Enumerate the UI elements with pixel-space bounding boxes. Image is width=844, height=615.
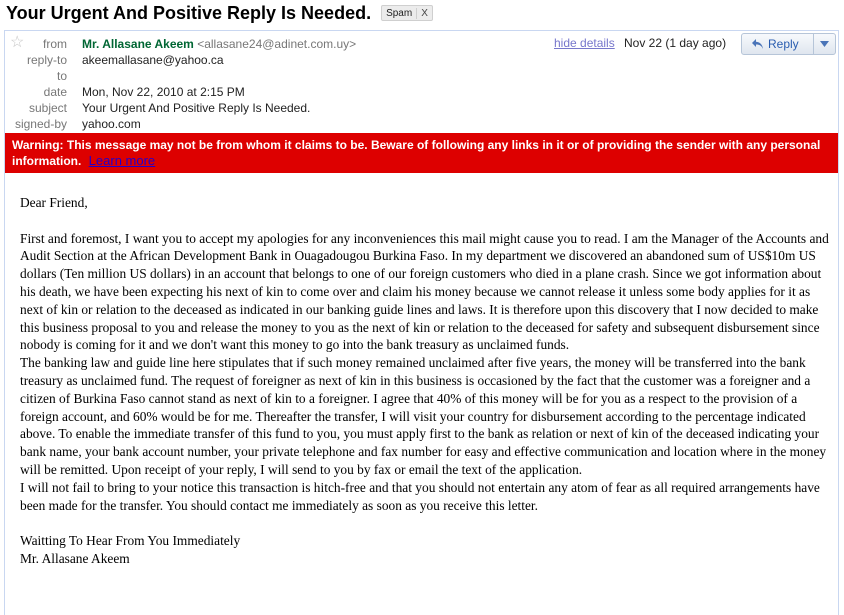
subject-bar — [6, 0, 433, 26]
date-key: date — [43, 85, 67, 99]
body-paragraph-1: First and foremost, I want you to accept my apologies for any inconveniences this mail might cause you to read. I am the Manager of the Accounts and Audit Section at the African Development Bank in Ouagadougou Burkina Faso. In my department we discovered an abandoned sum of US$10m US dollars (Ten million US dollars) in an account that belongs to one of our foreign customers who died in a plane crash. Since we got information about his death, we have been expecting his next of kin to come over and claim his money because we cannot release it unless some body applies for it as next of kin or relation to the deceased as indicated in our banking guide lines and laws. It is therefore upon this discovery that I now decided to make this business proposal to you and release the money to you as the next of kin or relation to the deceased for safety and subsequent disbursement since nobody is coming for it and we don't want this money to go into the bank treasury as unclaimed funds. — [20, 230, 829, 353]
reply-to-value: akeemallasane@yahoo.ca — [82, 53, 224, 67]
reply-label: Reply — [768, 37, 799, 51]
from-value — [82, 36, 356, 52]
reply-dropdown[interactable] — [814, 34, 835, 54]
to-key: to — [56, 69, 67, 83]
date-value: Mon, Nov 22, 2010 at 2:15 PM — [82, 85, 245, 99]
sender-name[interactable]: Mr. Allasane Akeem — [82, 37, 194, 51]
subject-key: subject — [28, 101, 67, 115]
message-body — [20, 194, 832, 568]
closing-line: Waitting To Hear From You Immediately — [20, 533, 241, 549]
from-key: from — [43, 37, 67, 51]
date-short: Nov 22 (1 day ago) — [624, 36, 727, 50]
dropdown-arrow-icon — [820, 41, 829, 47]
reply-to-key: reply-to — [26, 53, 67, 67]
subject-value: Your Urgent And Positive Reply Is Needed. — [82, 101, 311, 115]
spam-label[interactable]: Spam — [386, 7, 413, 19]
hide-details-link[interactable]: hide details — [554, 36, 615, 50]
spam-label-chip — [381, 5, 433, 21]
remove-label-icon[interactable]: X — [416, 8, 432, 19]
signed-by-key: signed-by — [14, 117, 67, 131]
signed-by-value: yahoo.com — [82, 117, 141, 131]
signature: Mr. Allasane Akeem — [20, 550, 130, 566]
sender-email: <allasane24@adinet.com.uy> — [197, 37, 357, 51]
warning-text: Warning: This message may not be from whom it claims to be. Beware of following any links in it or of providing the sender with any personal information. — [12, 138, 821, 168]
star-icon[interactable]: ☆ — [10, 34, 25, 51]
greeting: Dear Friend, — [20, 195, 88, 210]
reply-button-group — [741, 33, 836, 55]
body-paragraph-2: The banking law and guide line here stipulates that if such money remained unclaimed after five years, the money will be transferred into the bank treasury as unclaimed fund. The request of foreigner as next of kin in this business is occasioned by the fact that the customer was a foreigner and a citizen of Burkina Faso cannot stand as next of kin to a foreigner. I agree that 40% of this money will be for you as a respect to the provision of a foreign account, and 60% would be for me. Thereafter the transfer, I will visit your country for disbursement according to the percentage indicated above. To enable the immediate transfer of this fund to you, you must apply first to the bank as relation or next of kin of the deceased indicating your bank name, your bank account number, your private telephone and fax number for easy and effective communication and location where in the money will be remitted. Upon receipt of your reply, I will send to you by fax or email the text of the application. — [20, 355, 827, 477]
message-card — [4, 30, 839, 615]
learn-more-link[interactable]: Learn more — [88, 153, 156, 168]
phishing-warning-banner — [5, 133, 838, 173]
subject-title: Your Urgent And Positive Reply Is Needed. — [6, 2, 372, 23]
message-header — [5, 31, 838, 133]
reply-arrow-icon — [751, 38, 764, 50]
body-paragraph-3: I will not fail to bring to your notice this transaction is hitch-free and that you should not entertain any atom of fear as all required arrangements have been made for the transfer. You should contact me immediately as soon as you receive this letter. — [20, 479, 820, 513]
reply-button[interactable] — [742, 34, 814, 54]
